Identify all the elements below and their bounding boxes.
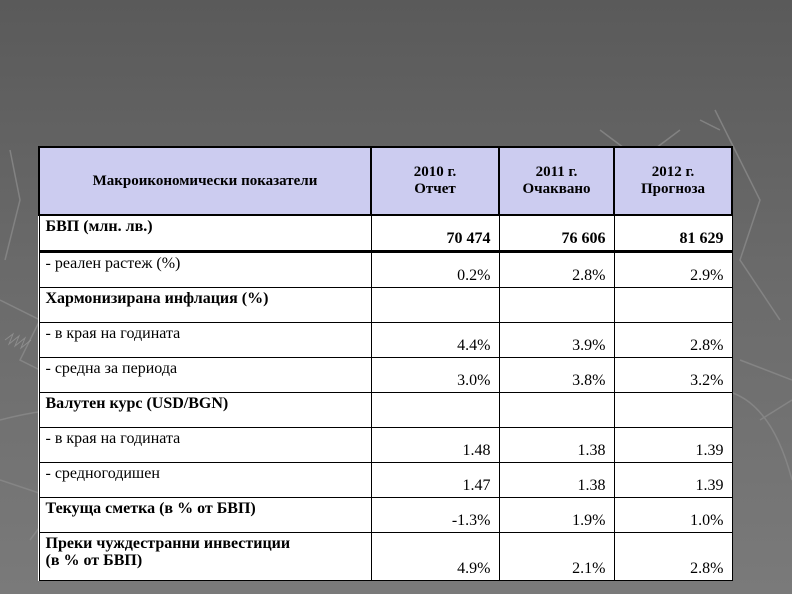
header-indicators: Макроикономически показатели [39, 147, 371, 215]
cell-2011: 2.8% [499, 252, 614, 288]
cell-2012: 3.2% [614, 358, 732, 393]
row-label: Текуща сметка (в % от БВП) [39, 498, 371, 533]
cell-2012: 2.8% [614, 323, 732, 358]
cell-2010: -1.3% [371, 498, 499, 533]
cell-2010 [371, 393, 499, 428]
cell-2011: 3.9% [499, 323, 614, 358]
row-label: - в края на годината [39, 323, 371, 358]
row-label: - в края на годината [39, 428, 371, 463]
cell-2010: 70 474 [371, 215, 499, 252]
table-row-exchange-rate [39, 393, 732, 428]
row-label: БВП (млн. лв.) [39, 215, 371, 252]
cell-2012: 2.9% [614, 252, 732, 288]
header-2012: 2012 г. Прогноза [614, 147, 732, 215]
row-label: Валутен курс (USD/BGN) [39, 393, 371, 428]
cell-2010: 3.0% [371, 358, 499, 393]
row-label: Преки чуждестранни инвестиции (в % от БВП) [39, 533, 371, 581]
table-row-hicp [39, 288, 732, 323]
cell-2010: 1.48 [371, 428, 499, 463]
cell-2012: 1.39 [614, 428, 732, 463]
cell-2012: 1.39 [614, 463, 732, 498]
cell-2011: 76 606 [499, 215, 614, 252]
cell-2010: 0.2% [371, 252, 499, 288]
cell-2011 [499, 393, 614, 428]
cell-2011: 2.1% [499, 533, 614, 581]
row-label: - средна за периода [39, 358, 371, 393]
row-label: - реален растеж (%) [39, 252, 371, 288]
cell-2011 [499, 288, 614, 323]
header-2011: 2011 г. Очаквано [499, 147, 614, 215]
cell-2012: 1.0% [614, 498, 732, 533]
table-row-real-growth [39, 252, 732, 288]
macro-indicators-table [38, 146, 733, 581]
table-row-hicp-year-end [39, 323, 732, 358]
cell-2010: 1.47 [371, 463, 499, 498]
cell-2012 [614, 288, 732, 323]
cell-2012 [614, 393, 732, 428]
cell-2012: 2.8% [614, 533, 732, 581]
cell-2011: 1.38 [499, 463, 614, 498]
row-label: Хармонизирана инфлация (%) [39, 288, 371, 323]
table-header-row [39, 147, 732, 215]
row-label: - средногодишен [39, 463, 371, 498]
cell-2011: 1.9% [499, 498, 614, 533]
cell-2010: 4.9% [371, 533, 499, 581]
table-row-fx-annual-average [39, 463, 732, 498]
cell-2010: 4.4% [371, 323, 499, 358]
cell-2010 [371, 288, 499, 323]
macro-indicators-table-container [38, 146, 731, 577]
table-row-fdi [39, 533, 732, 581]
cell-2011: 3.8% [499, 358, 614, 393]
table-row-current-account [39, 498, 732, 533]
table-row-fx-year-end [39, 428, 732, 463]
table-row-gdp [39, 215, 732, 252]
cell-2011: 1.38 [499, 428, 614, 463]
header-2010: 2010 г. Отчет [371, 147, 499, 215]
cell-2012: 81 629 [614, 215, 732, 252]
table-row-hicp-average [39, 358, 732, 393]
